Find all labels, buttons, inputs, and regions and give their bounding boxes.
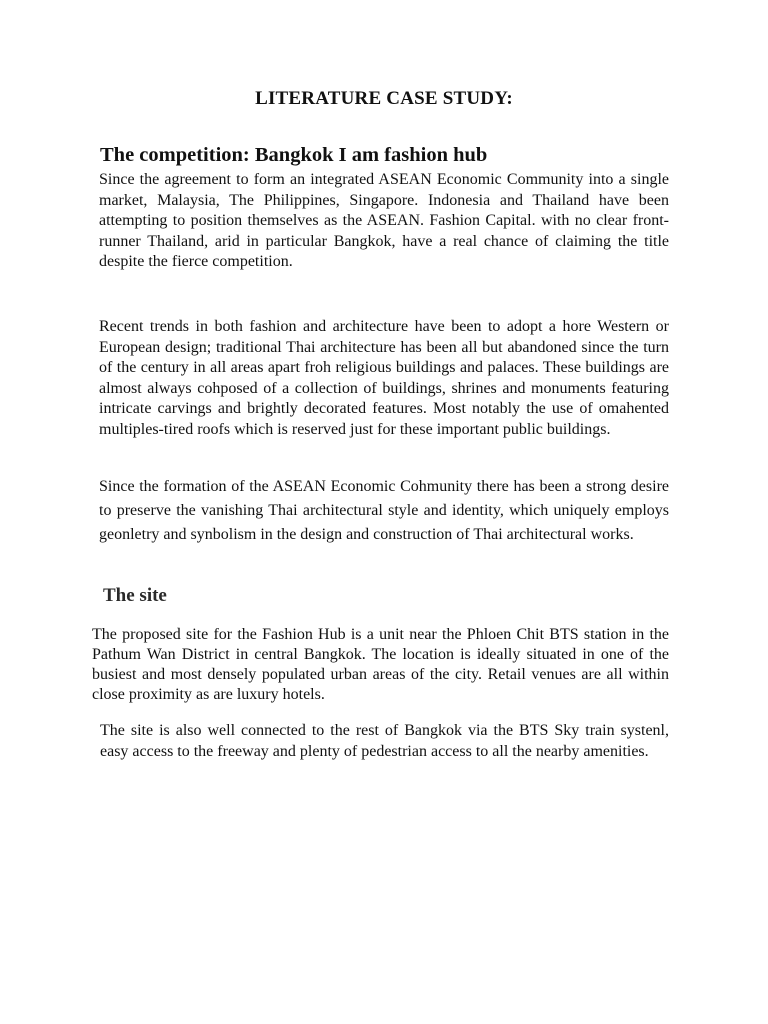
section-heading-competition: The competition: Bangkok I am fashion hub <box>100 144 488 166</box>
paragraph-proposed-site: The proposed site for the Fashion Hub is a unit near the Phloen Chit BTS station in the Pathum Wan District in central Bangkok. The location is ideally situated in one of the busiest and most densely populated urban areas of the city. Retail venues are all within close proximity as are luxury hotels. <box>92 626 669 703</box>
paragraph-recent-trends: Recent trends in both fashion and architecture have been to adopt a hore Western or European design; traditional Thai architecture has been all but abandoned since the turn of the century in all areas apart froh religious buildings and palaces. These buildings are almost always cohposed of a collection of buildings, shrines and monuments featuring intricate carvings and brightly decorated features. Most notably the use of omahented multiples-tired roofs which is reserved just for these important public buildings. <box>99 318 669 438</box>
section-heading-site: The site <box>103 585 167 606</box>
paragraph-asean-formation: Since the formation of the ASEAN Economic Cohmunity there has been a strong desire to preserve the vanishing Thai architectural style and identity, which uniquely employs geonletry and synbolism in the design and construction of Thai architectural works. <box>99 478 669 543</box>
paragraph-site-connectivity: The site is also well connected to the rest of Bangkok via the BTS Sky train systenl, easy access to the freeway and plenty of pedestrian access to all the nearby amenities. <box>100 722 669 760</box>
paragraph-asean-agreement: Since the agreement to form an integrated ASEAN Economic Community into a single market, Malaysia, The Philippines, Singapore. Indonesia and Thailand have been attempting to position themselves as the ASEAN. Fashion Capital. with no clear front-runner Thailand, arid in particular Bangkok, have a real chance of claiming the title despite the fierce competition. <box>99 171 669 271</box>
document-title: LITERATURE CASE STUDY: <box>255 88 513 109</box>
